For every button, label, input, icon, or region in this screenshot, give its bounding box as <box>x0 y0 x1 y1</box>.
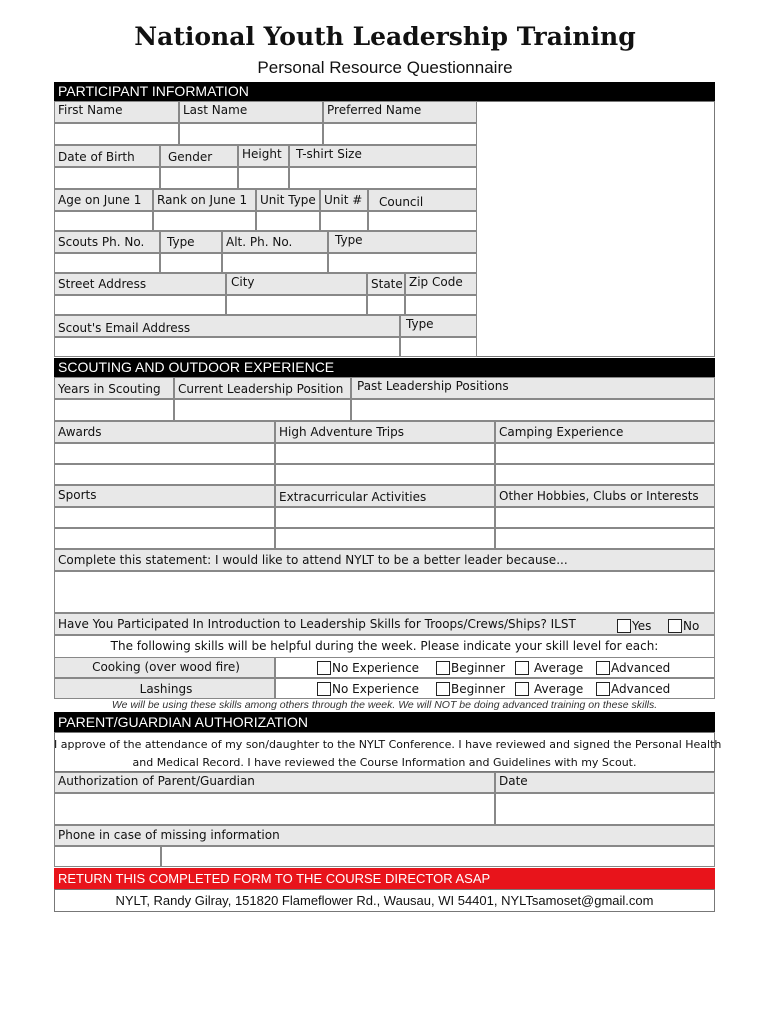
years-in-scouting-field[interactable] <box>54 399 174 421</box>
street-address-label: Street Address <box>54 273 226 295</box>
rank-field[interactable] <box>153 211 256 231</box>
lashings-advanced-label: Advanced <box>611 682 671 696</box>
preferred-name-label: Preferred Name <box>323 101 477 123</box>
email-label: Scout's Email Address <box>54 315 400 337</box>
unit-type-field[interactable] <box>256 211 320 231</box>
consent-line-2: and Medical Record. I have reviewed the Course Information and Guidelines with my Scout. <box>132 756 637 769</box>
return-address: NYLT, Randy Gilray, 151820 Flameflower Rd., Wausau, WI 54401, NYLTsamoset@gmail.com <box>115 893 654 908</box>
camping-experience-label: Camping Experience <box>495 421 715 443</box>
awards-field-2[interactable] <box>54 464 275 485</box>
date-field[interactable] <box>495 793 715 825</box>
ilst-no-checkbox[interactable] <box>668 619 682 633</box>
extracurricular-field-2[interactable] <box>275 528 495 549</box>
hobbies-label: Other Hobbies, Clubs or Interests <box>495 485 715 507</box>
statement-field[interactable] <box>54 571 715 613</box>
past-positions-field[interactable] <box>351 399 715 421</box>
cooking-average-label: Average <box>534 661 584 675</box>
current-position-label: Current Leadership Position <box>174 377 351 399</box>
guardian-section-header: PARENT/GUARDIAN AUTHORIZATION <box>54 712 715 732</box>
awards-field-1[interactable] <box>54 443 275 464</box>
lashings-beginner-checkbox[interactable] <box>436 682 450 696</box>
phone-missing-field-2[interactable] <box>161 846 715 867</box>
lashings-average-label: Average <box>534 682 584 696</box>
skill-name-cooking: Cooking (over wood fire) <box>54 657 275 678</box>
preferred-name-field[interactable] <box>323 123 477 145</box>
statement-prompt: Complete this statement: I would like to attend NYLT to be a better leader because... <box>54 549 715 571</box>
phone-missing-label: Phone in case of missing information <box>54 825 715 846</box>
date-of-birth-label: Date of Birth <box>54 145 160 167</box>
tshirt-size-label: T-shirt Size <box>289 145 477 167</box>
form-subtitle: Personal Resource Questionnaire <box>257 58 513 77</box>
last-name-label: Last Name <box>179 101 323 123</box>
age-field[interactable] <box>54 211 153 231</box>
email-field[interactable] <box>54 337 400 357</box>
height-label: Height <box>238 145 289 167</box>
cooking-advanced-label: Advanced <box>611 661 671 675</box>
skills-intro: The following skills will be helpful during the week. Please indicate your skill level for each: <box>110 639 659 653</box>
current-position-field[interactable] <box>174 399 351 421</box>
extracurricular-field-1[interactable] <box>275 507 495 528</box>
lashings-no-experience-checkbox[interactable] <box>317 682 331 696</box>
ilst-no-label: No <box>683 619 700 633</box>
scouting-section-header: SCOUTING AND OUTDOOR EXPERIENCE <box>54 358 715 377</box>
lashings-average-checkbox[interactable] <box>515 682 529 696</box>
email-type-field[interactable] <box>400 337 477 357</box>
authorization-label: Authorization of Parent/Guardian <box>54 772 495 793</box>
hobbies-field-1[interactable] <box>495 507 715 528</box>
consent-line-1: I approve of the attendance of my son/daughter to the NYLT Conference. I have reviewed and signed the Personal Health <box>54 738 722 751</box>
cooking-advanced-checkbox[interactable] <box>596 661 610 675</box>
alt-phone-label: Alt. Ph. No. <box>222 231 328 253</box>
skills-note: We will be using these skills among others through the week. We will NOT be doing advanced training on these skills. <box>111 699 658 711</box>
scouts-phone-label: Scouts Ph. No. <box>54 231 160 253</box>
participant-section-header: PARTICIPANT INFORMATION <box>54 82 715 101</box>
lashings-beginner-label: Beginner <box>451 682 506 696</box>
cooking-average-checkbox[interactable] <box>515 661 529 675</box>
phone-missing-field-1[interactable] <box>54 846 161 867</box>
high-adventure-label: High Adventure Trips <box>275 421 495 443</box>
ilst-yes-label: Yes <box>632 619 652 633</box>
high-adventure-field-2[interactable] <box>275 464 495 485</box>
street-address-field[interactable] <box>54 295 226 315</box>
sports-label: Sports <box>54 485 275 507</box>
ilst-yes-checkbox[interactable] <box>617 619 631 633</box>
unit-number-label: Unit # <box>320 189 368 211</box>
camping-field-1[interactable] <box>495 443 715 464</box>
camping-field-2[interactable] <box>495 464 715 485</box>
extracurricular-label: Extracurricular Activities <box>275 485 495 507</box>
unit-type-label: Unit Type <box>256 189 320 211</box>
last-name-field[interactable] <box>179 123 323 145</box>
form-title: National Youth Leadership Training <box>134 22 636 51</box>
cooking-no-experience-checkbox[interactable] <box>317 661 331 675</box>
authorization-signature-field[interactable] <box>54 793 495 825</box>
skill-name-lashings: Lashings <box>54 678 275 699</box>
first-name-field[interactable] <box>54 123 179 145</box>
zip-code-label: Zip Code <box>405 273 477 295</box>
rank-label: Rank on June 1 <box>153 189 256 211</box>
tshirt-size-field[interactable] <box>289 167 477 189</box>
city-label: City <box>226 273 367 295</box>
years-in-scouting-label: Years in Scouting <box>54 377 174 399</box>
council-field[interactable] <box>368 211 477 231</box>
date-of-birth-field[interactable] <box>54 167 160 189</box>
first-name-label: First Name <box>54 101 179 123</box>
state-field[interactable] <box>367 295 405 315</box>
return-banner: RETURN THIS COMPLETED FORM TO THE COURSE DIRECTOR ASAP <box>54 868 715 889</box>
phone-type-field[interactable] <box>160 253 222 273</box>
cooking-no-experience-label: No Experience <box>332 661 420 675</box>
past-positions-label: Past Leadership Positions <box>351 377 715 399</box>
lashings-advanced-checkbox[interactable] <box>596 682 610 696</box>
sports-field-1[interactable] <box>54 507 275 528</box>
awards-label: Awards <box>54 421 275 443</box>
zip-code-field[interactable] <box>405 295 477 315</box>
hobbies-field-2[interactable] <box>495 528 715 549</box>
cooking-beginner-checkbox[interactable] <box>436 661 450 675</box>
gender-label: Gender <box>160 145 238 167</box>
sports-field-2[interactable] <box>54 528 275 549</box>
high-adventure-field-1[interactable] <box>275 443 495 464</box>
alt-phone-field[interactable] <box>222 253 328 273</box>
alt-phone-type-label: Type <box>328 231 477 253</box>
email-type-label: Type <box>400 315 477 337</box>
unit-number-field[interactable] <box>320 211 368 231</box>
alt-phone-type-field[interactable] <box>328 253 477 273</box>
city-field[interactable] <box>226 295 367 315</box>
date-label: Date <box>495 772 715 793</box>
scouts-phone-field[interactable] <box>54 253 160 273</box>
gender-field[interactable] <box>160 167 238 189</box>
cooking-beginner-label: Beginner <box>451 661 506 675</box>
height-field[interactable] <box>238 167 289 189</box>
age-label: Age on June 1 <box>54 189 153 211</box>
phone-type-label: Type <box>160 231 222 253</box>
state-label: State <box>367 273 405 295</box>
council-label: Council <box>368 189 477 211</box>
ilst-question: Have You Participated In Introduction to Leadership Skills for Troops/Crews/Ships? ILST <box>54 613 715 635</box>
lashings-no-experience-label: No Experience <box>332 682 420 696</box>
